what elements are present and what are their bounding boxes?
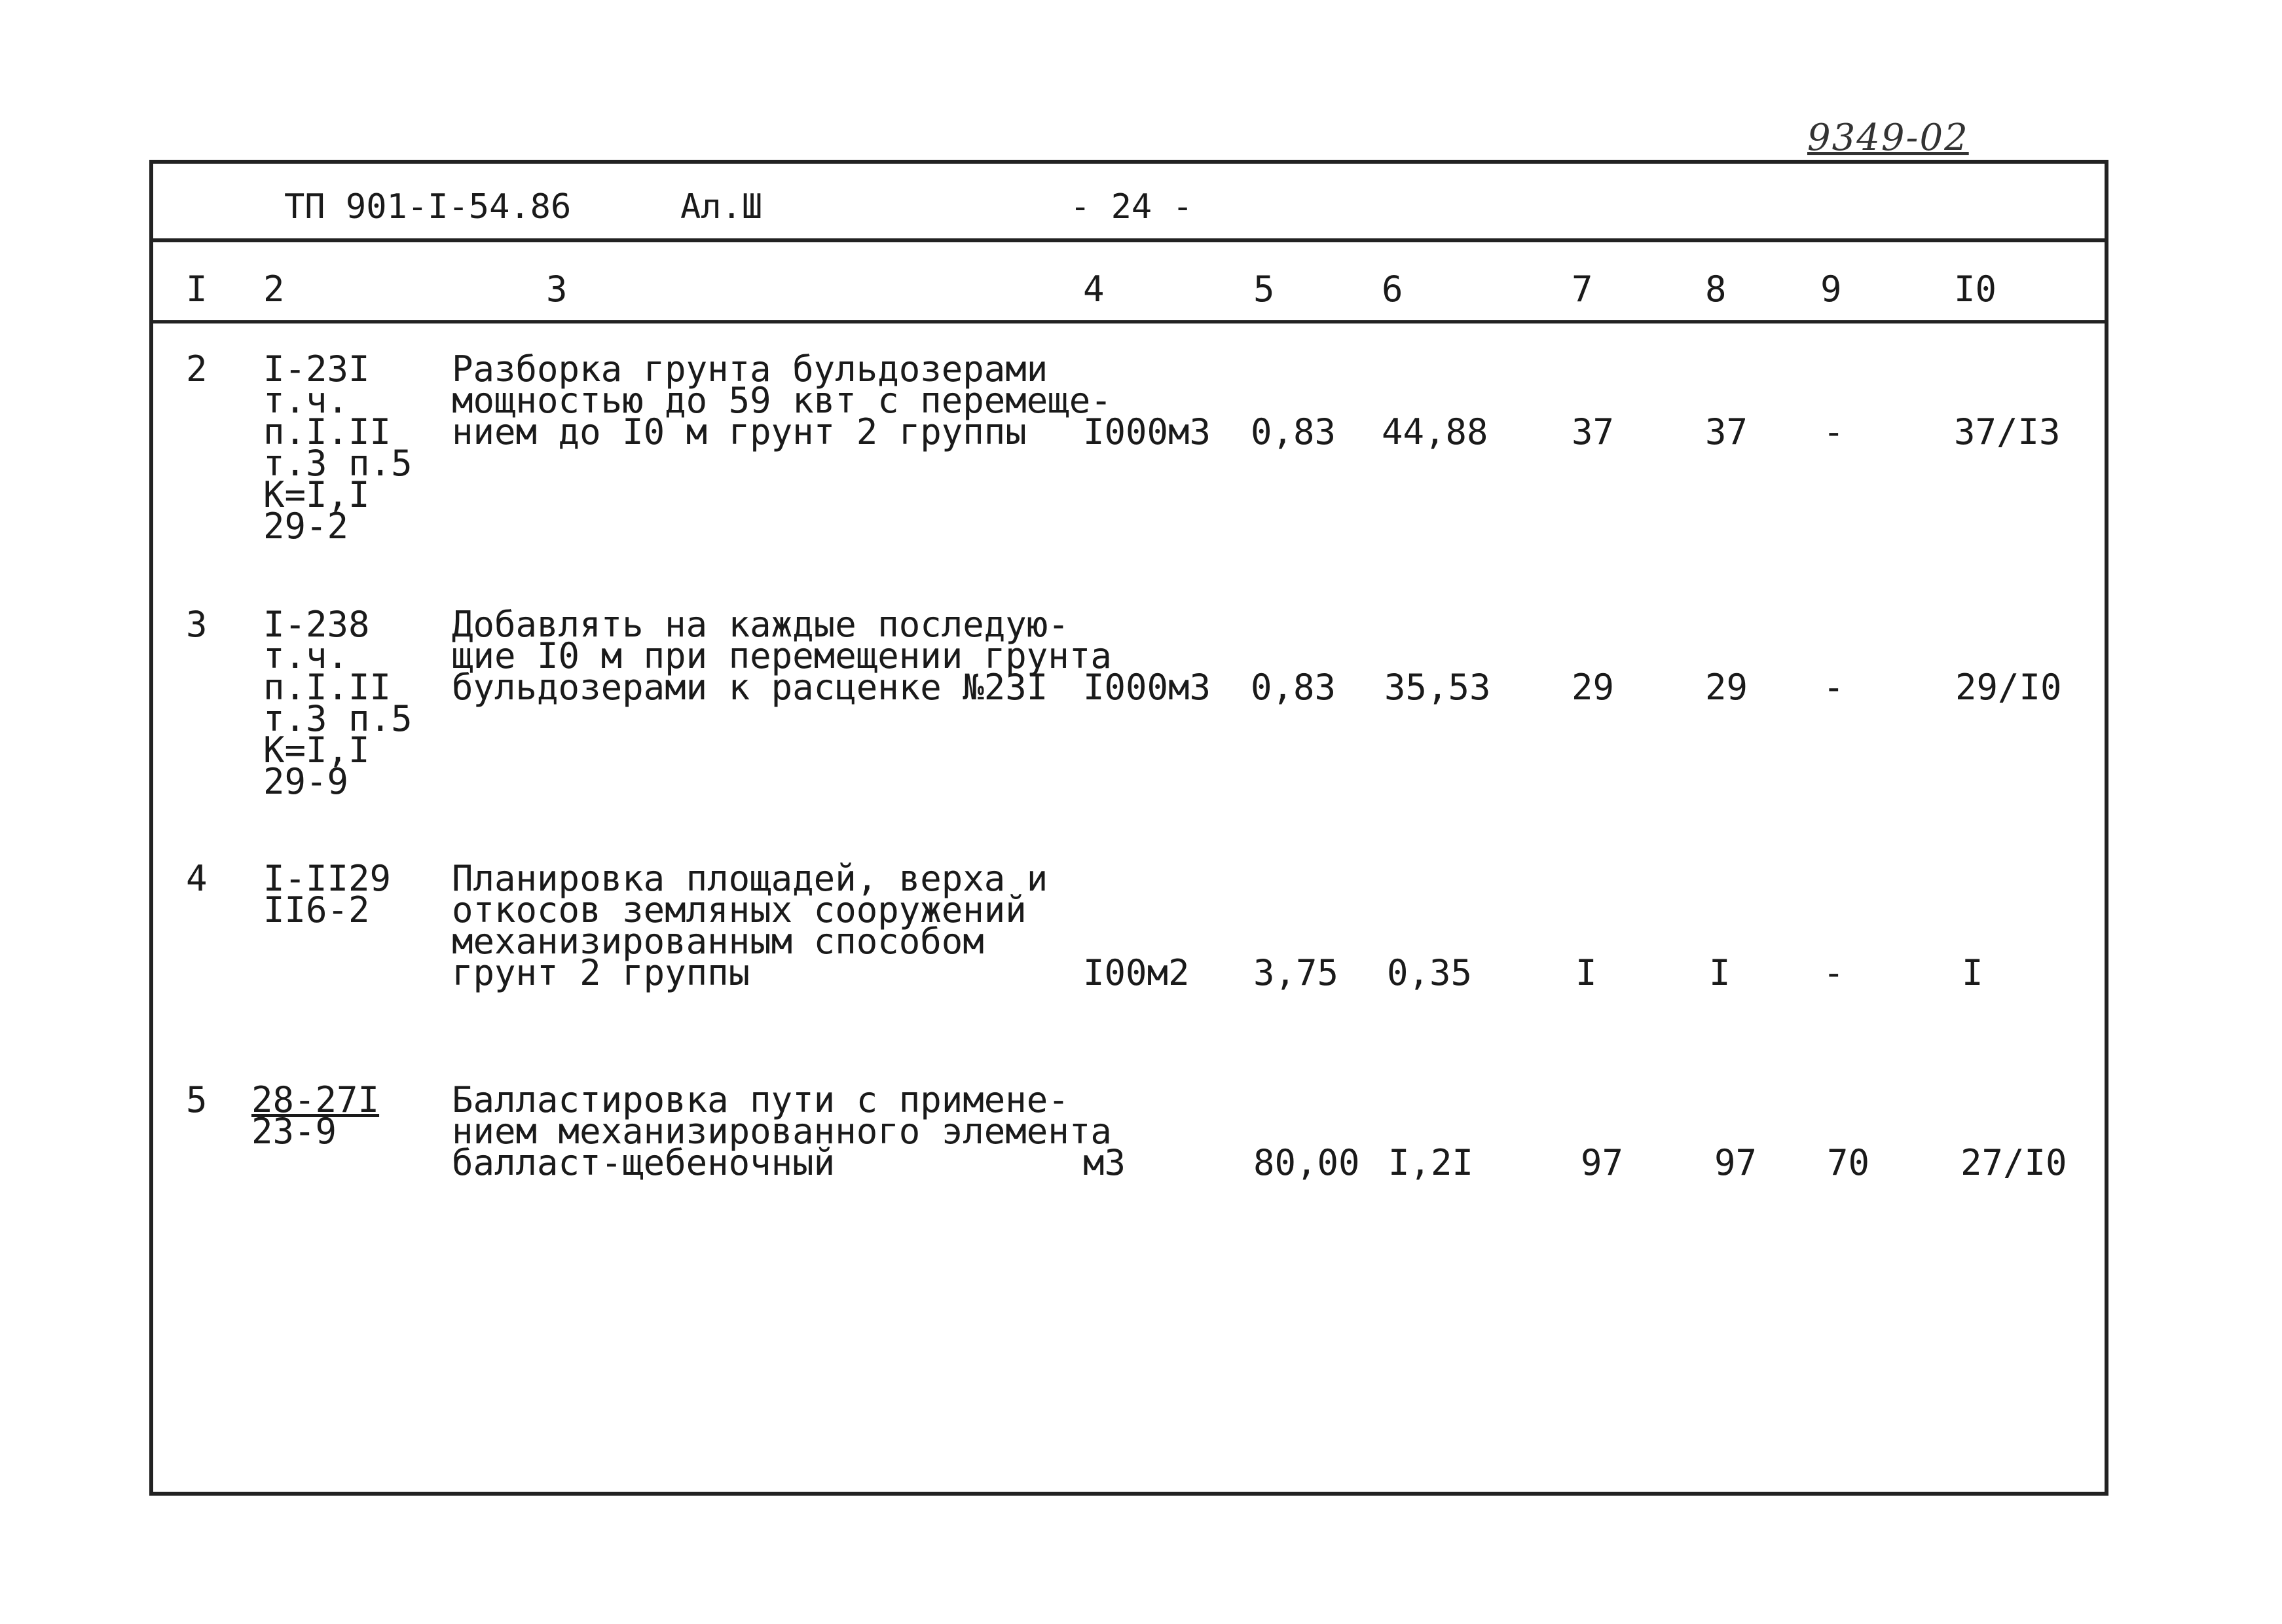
description-line: Разборка грунта бульдозерами xyxy=(452,348,1048,390)
column-10-value: 29/I0 xyxy=(1955,667,2062,708)
unit: м3 xyxy=(1083,1142,1126,1183)
unit: I000м3 xyxy=(1083,667,1211,708)
column-9-value: - xyxy=(1823,667,1845,708)
rate-code-line: т.3 п.5 xyxy=(263,443,413,484)
column-7-value: 37 xyxy=(1572,411,1615,452)
column-number: 7 xyxy=(1572,268,1593,310)
rate-code-line: I-23I xyxy=(263,348,370,390)
rate-code-line: I-II29 xyxy=(263,858,392,899)
unit-price: 35,53 xyxy=(1384,667,1491,708)
column-8-value: 37 xyxy=(1705,411,1748,452)
work-description xyxy=(452,858,1048,993)
column-8-value: I xyxy=(1709,952,1731,993)
column-number: 8 xyxy=(1705,268,1727,310)
description-line: Планировка площадей, верха и xyxy=(452,858,1048,899)
rate-code-line: т.ч. xyxy=(263,380,349,421)
column-number: 6 xyxy=(1382,268,1403,310)
work-description xyxy=(452,604,1112,708)
column-number: I0 xyxy=(1954,268,1997,310)
rate-code-line: К=I,I xyxy=(263,474,370,515)
rate-code-line: 29-2 xyxy=(263,506,349,547)
work-description xyxy=(452,1079,1112,1183)
column-9-value: 70 xyxy=(1827,1142,1870,1183)
row-number: 3 xyxy=(186,604,208,645)
description-line: мощностью до 59 квт с перемеще- xyxy=(452,380,1112,421)
rate-code-line: II6-2 xyxy=(263,889,370,931)
document-frame xyxy=(149,160,2108,1496)
column-10-value: 27/I0 xyxy=(1960,1142,2067,1183)
column-9-value: - xyxy=(1823,952,1845,993)
column-number: 2 xyxy=(263,268,285,310)
column-number: 3 xyxy=(546,268,568,310)
rate-code xyxy=(263,858,392,931)
rate-code xyxy=(251,1079,380,1152)
column-7-value: 97 xyxy=(1581,1142,1624,1183)
column-number-row xyxy=(153,242,2105,323)
column-7-value: 29 xyxy=(1572,667,1615,708)
column-8-value: 29 xyxy=(1705,667,1748,708)
column-number: 4 xyxy=(1083,268,1105,310)
description-line: балласт-щебеночный xyxy=(452,1142,836,1183)
description-line: нием механизированного элемента xyxy=(452,1111,1112,1152)
column-number: I xyxy=(186,268,208,310)
description-line: щие I0 м при перемещении грунта xyxy=(452,635,1112,676)
rate-code-line: п.I.II xyxy=(263,667,392,708)
row-number: 5 xyxy=(186,1079,208,1120)
doc-code: ТП 901-I-54.86 xyxy=(284,187,572,227)
unit-price: 44,88 xyxy=(1382,411,1488,452)
column-7-value: I xyxy=(1575,952,1597,993)
quantity: 80,00 xyxy=(1253,1142,1360,1183)
description-line: механизированным способом xyxy=(452,921,984,962)
row-number: 4 xyxy=(186,858,208,899)
document-header xyxy=(153,164,2105,242)
column-10-value: 37/I3 xyxy=(1954,411,2061,452)
work-description xyxy=(452,348,1112,452)
rate-code-line: 23-9 xyxy=(251,1111,337,1152)
quantity: 0,83 xyxy=(1251,411,1336,452)
album-label: Ал.Ш xyxy=(680,187,763,227)
rate-code-line: 29-9 xyxy=(263,761,349,802)
description-line: бульдозерами к расценке №23I xyxy=(452,667,1048,708)
rate-code xyxy=(263,348,413,547)
unit: I000м3 xyxy=(1083,411,1211,452)
description-line: откосов земляных сооружений xyxy=(452,889,1027,931)
unit-price: I,2I xyxy=(1388,1142,1474,1183)
column-number: 5 xyxy=(1253,268,1275,310)
quantity: 3,75 xyxy=(1253,952,1339,993)
description-line: Балластировка пути с примене- xyxy=(452,1079,1069,1120)
quantity: 0,83 xyxy=(1251,667,1336,708)
column-8-value: 97 xyxy=(1714,1142,1758,1183)
rate-code-line: К=I,I xyxy=(263,729,370,771)
rate-code-line: т.3 п.5 xyxy=(263,698,413,739)
description-line: нием до I0 м грунт 2 группы xyxy=(452,411,1027,452)
row-number: 2 xyxy=(186,348,208,390)
description-line: грунт 2 группы xyxy=(452,952,750,993)
rate-code-line: т.ч. xyxy=(263,635,349,676)
unit-price: 0,35 xyxy=(1387,952,1473,993)
description-line: Добавлять на каждые последую- xyxy=(452,604,1069,645)
column-number: 9 xyxy=(1820,268,1842,310)
page-number: - 24 - xyxy=(1070,187,1193,227)
rate-code-line: 28-27I xyxy=(251,1079,380,1120)
rate-code xyxy=(263,604,413,802)
unit: I00м2 xyxy=(1083,952,1190,993)
column-10-value: I xyxy=(1962,952,1983,993)
rate-code-line: I-238 xyxy=(263,604,370,645)
archive-stamp-number: 9349-02 xyxy=(1807,117,1969,159)
column-9-value: - xyxy=(1823,411,1845,452)
rate-code-line: п.I.II xyxy=(263,411,392,452)
